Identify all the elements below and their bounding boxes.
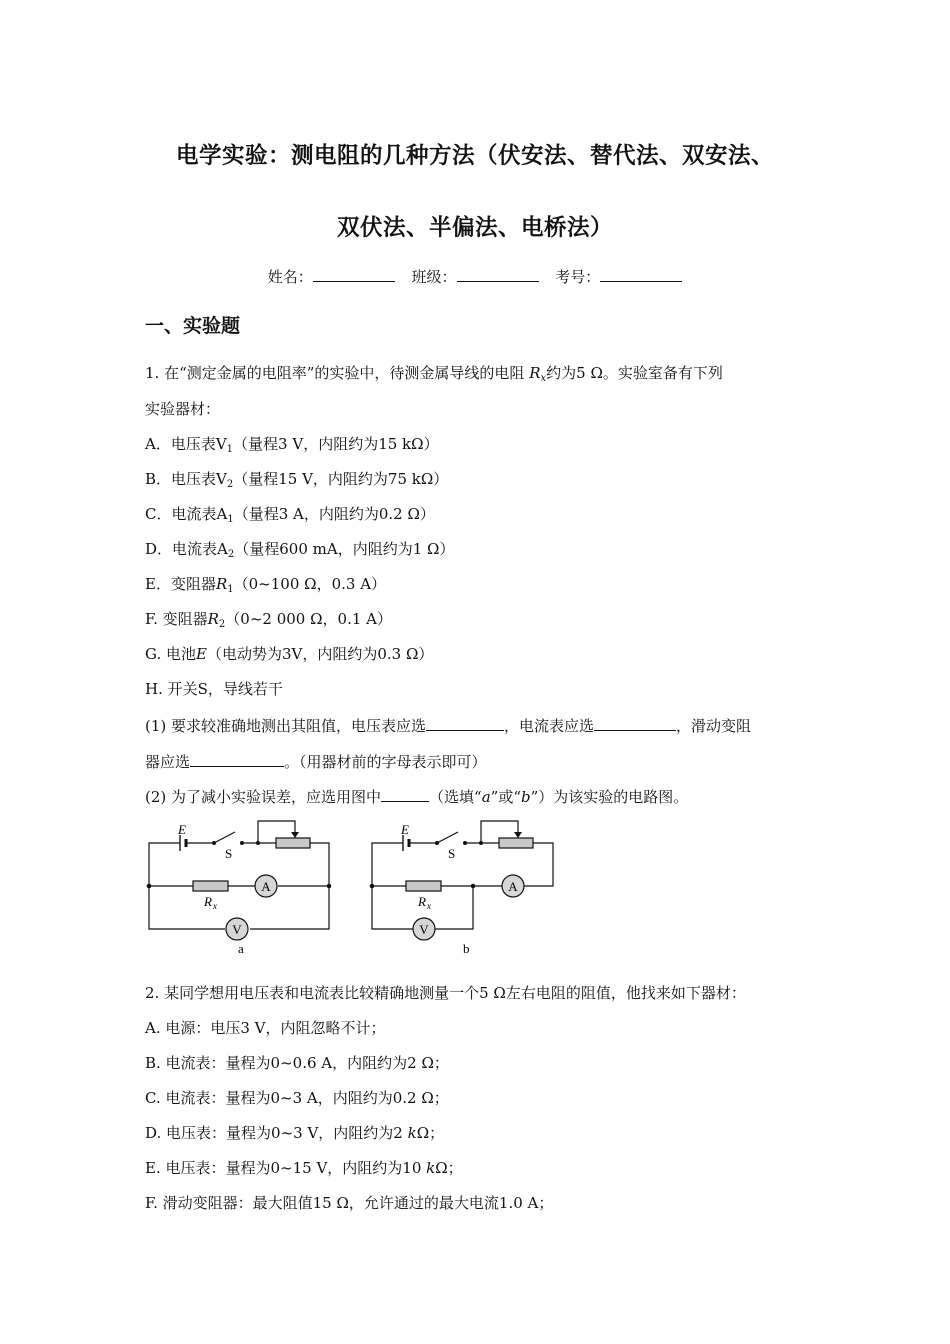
svg-text:S: S: [225, 846, 233, 861]
class-label: 班级：: [411, 268, 457, 286]
circuit-diagram-a: [140, 818, 340, 958]
q1-option-a: A．电压表$V_1$（量程3 V，内阻约为15 kΩ）: [145, 435, 439, 455]
document-title-line-2: 双伏法、半偏法、电桥法）: [336, 215, 613, 241]
circuit-b-caption: b: [463, 941, 470, 956]
q1-stem: 1. 在“测定金属的电阻率”的实验中，待测金属导线的电阻 $R_x$约为5 Ω。实验室备有下列: [145, 364, 723, 384]
resistor-rx-symbol-b: [406, 881, 441, 891]
svg-text:R: R: [204, 894, 212, 909]
section-title: 一、实验题: [145, 315, 241, 337]
exam-number-blank[interactable]: [600, 267, 682, 282]
svg-text:V: V: [232, 922, 242, 937]
q1-stem-line2: 实验器材：: [145, 400, 221, 418]
q1-option-b: B．电压表$V_2$（量程15 V，内阻约为75 kΩ）: [145, 470, 449, 490]
q1-option-d: D．电流表$A_2$（量程600 mA，内阻约为1 Ω）: [145, 540, 455, 560]
svg-text:S: S: [448, 846, 456, 861]
q2-option-e: E. 电压表：量程为0~15 V，内阻约为10 kΩ；: [145, 1159, 463, 1177]
circuit-choice-blank[interactable]: [381, 787, 429, 802]
rheostat-answer-blank[interactable]: [190, 752, 284, 767]
q1-option-c: C．电流表$A_1$（量程3 A，内阻约为0.2 Ω）: [145, 505, 435, 525]
q1-option-f: F. 变阻器$R_2(0\sim 2$ 000 Ω，0.1 A）: [145, 610, 392, 630]
name-blank[interactable]: [313, 267, 395, 282]
svg-text:R: R: [418, 894, 426, 909]
q1-part1: (1) 要求较准确地测出其阻值，电压表应选 ，电流表应选 ，滑动变阻: [145, 717, 752, 735]
svg-text:A: A: [508, 879, 518, 894]
svg-text:A: A: [261, 879, 271, 894]
circuit-diagram-b: [363, 818, 563, 958]
q2-option-b: B. 电流表：量程为0~0.6 A，内阻约为2 Ω；: [145, 1054, 449, 1072]
svg-text:x: x: [213, 901, 217, 911]
voltmeter-answer-blank[interactable]: [426, 716, 504, 731]
exam-number-label: 考号：: [555, 268, 601, 286]
q2-stem: 2. 某同学想用电压表和电流表比较精确地测量一个5 Ω左右电阻的阻值，他找来如下器材：: [145, 984, 746, 1002]
q2-option-d: D. 电压表：量程为0~3 V，内阻约为2 kΩ；: [145, 1124, 445, 1142]
q1-option-g: G. 电池E（电动势为3V，内阻约为0.3 Ω）: [145, 645, 434, 663]
class-blank[interactable]: [457, 267, 539, 282]
resistor-rx-symbol-a: [193, 881, 228, 891]
ammeter-answer-blank[interactable]: [594, 716, 676, 731]
q2-option-a: A. 电源：电压3 V，内阻忽略不计；: [145, 1019, 386, 1037]
q1-part2: (2) 为了减小实验误差，应选用图中 （选填“a”或“b”）为该实验的电路图。: [145, 788, 689, 806]
student-info-row: [0, 266, 950, 287]
rheostat-symbol-b: [499, 838, 533, 848]
circuit-a-caption: a: [238, 941, 244, 956]
svg-text:V: V: [419, 922, 429, 937]
svg-text:x: x: [427, 901, 431, 911]
svg-text:E: E: [178, 822, 186, 837]
name-label: 姓名：: [267, 268, 313, 286]
svg-text:E: E: [401, 822, 409, 837]
q1-part1-line2: 器应选 。（用器材前的字母表示即可）: [145, 753, 487, 771]
q1-option-e: E．变阻器$R_1(0\sim 100$ Ω，0.3 A）: [145, 575, 387, 595]
q2-option-f: F. 滑动变阻器：最大阻值15 Ω，允许通过的最大电流1.0 A；: [145, 1194, 554, 1212]
q2-option-c: C. 电流表：量程为0~3 A，内阻约为0.2 Ω；: [145, 1089, 449, 1107]
q1-option-h: H. 开关S，导线若干: [145, 680, 283, 698]
rheostat-symbol-a: [276, 838, 310, 848]
document-title-line-1: 电学实验：测电阻的几种方法（伏安法、替代法、双安法、: [175, 143, 774, 169]
